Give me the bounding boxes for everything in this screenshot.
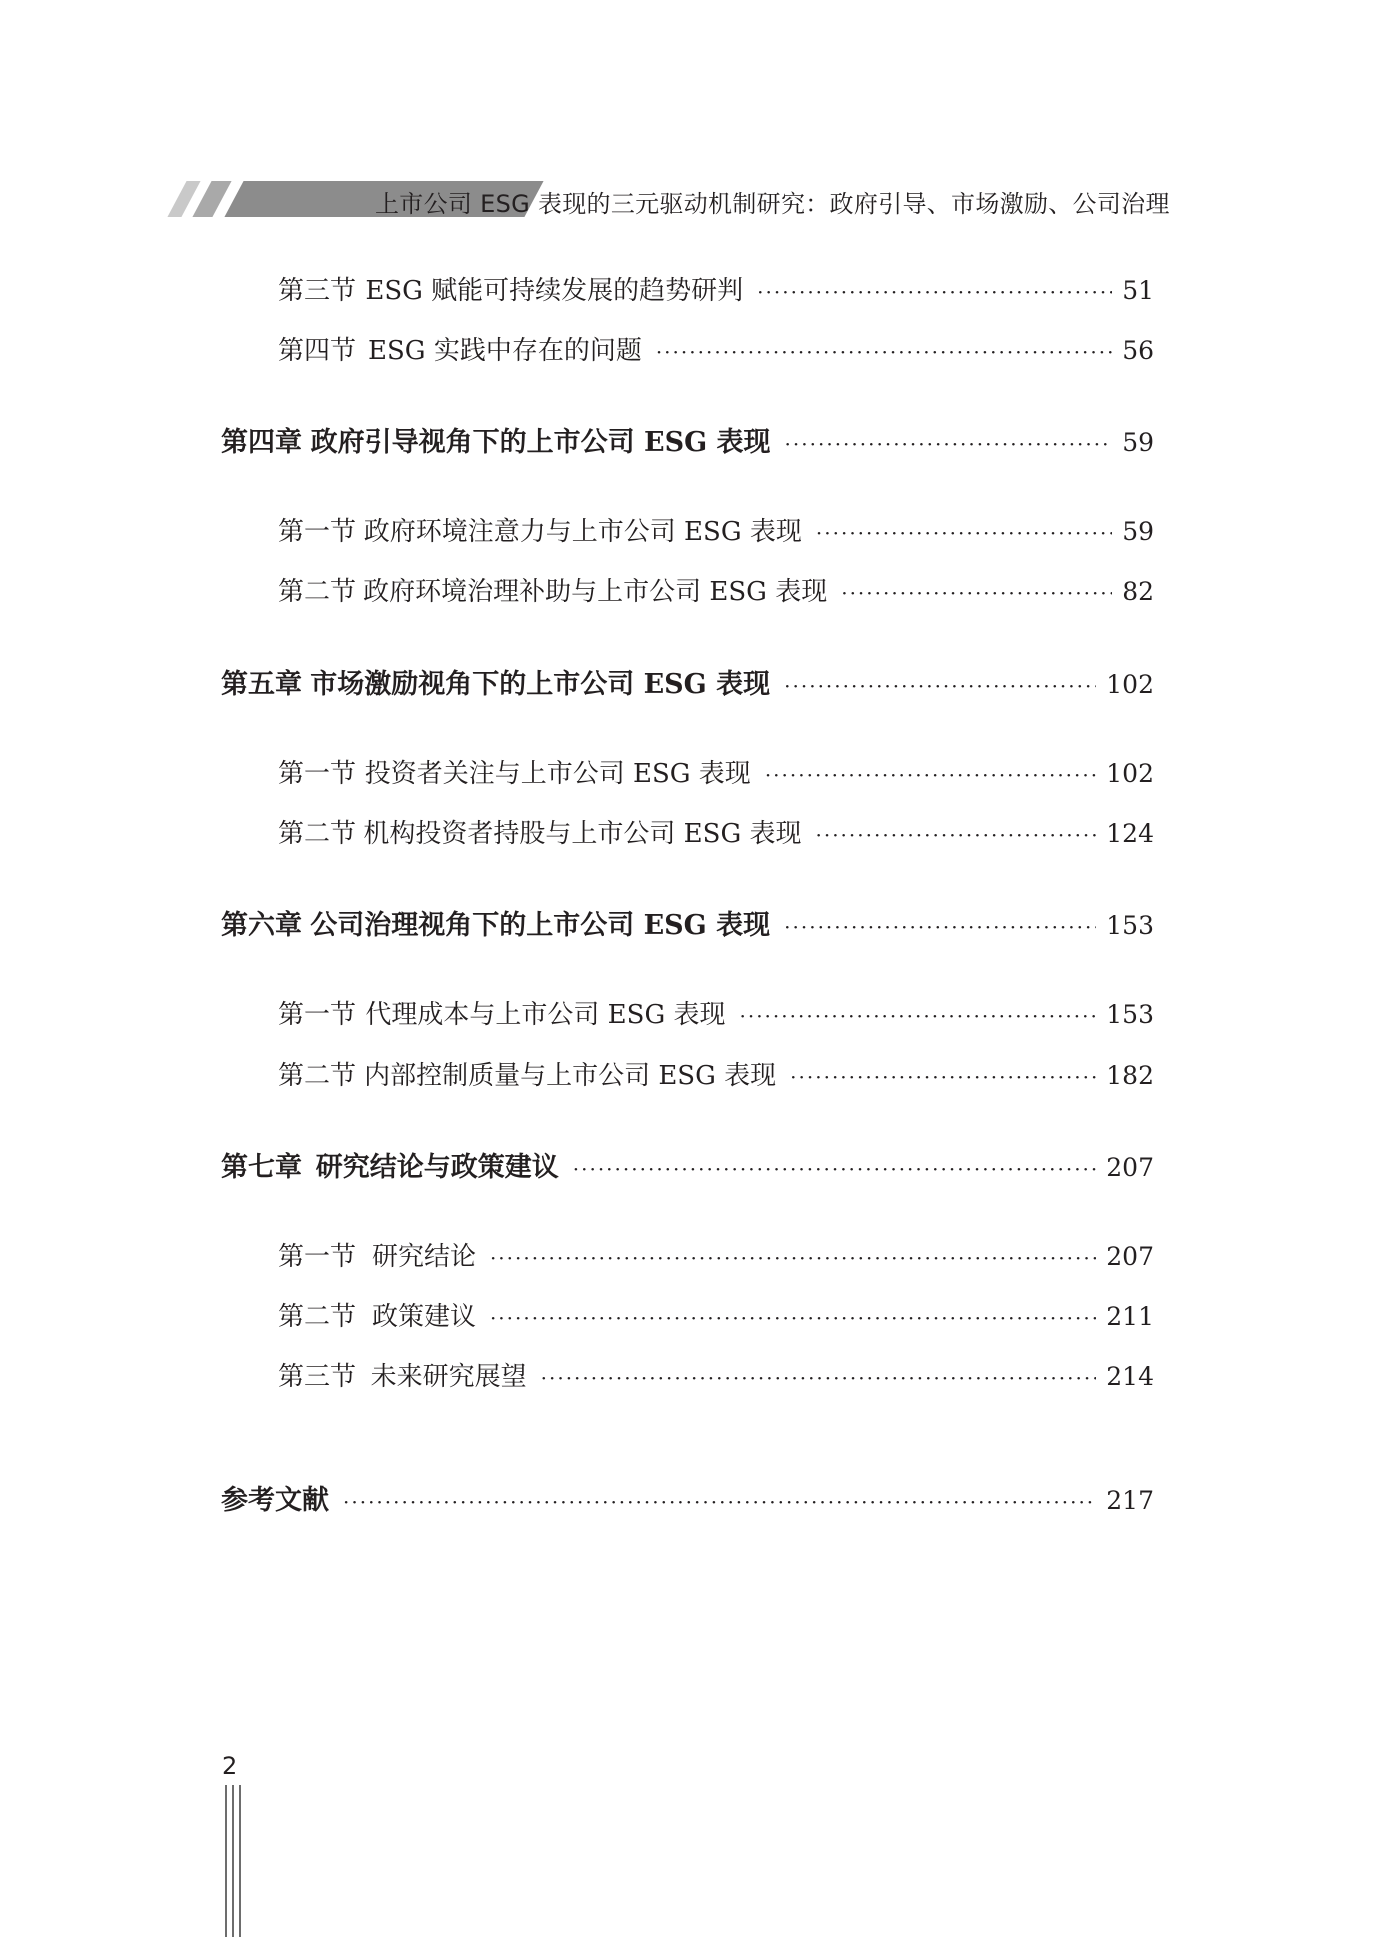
book-title: 上市公司 ESG 表现的三元驱动机制研究：政府引导、市场激励、公司治理 [375, 190, 1170, 218]
toc-section-entry[interactable] [278, 330, 1154, 370]
section-number: 第三节 [278, 1362, 357, 1392]
toc-chapter-entry[interactable] [221, 1145, 1154, 1185]
toc-section-entry[interactable] [278, 571, 1154, 611]
dot-leader [815, 823, 1096, 847]
chapter-title: 市场激励视角下的上市公司 ESG 表现 [310, 669, 771, 700]
dot-leader [816, 521, 1112, 545]
section-number: 第二节 [278, 819, 357, 849]
footer-rule [225, 1785, 227, 1937]
page-number: 124 [1106, 819, 1154, 848]
section-title: 机构投资者持股与上市公司 ESG 表现 [363, 819, 802, 849]
page-number: 214 [1106, 1362, 1154, 1391]
dot-leader [790, 1065, 1096, 1089]
toc-section-entry[interactable] [278, 1055, 1154, 1095]
page-number: 153 [1106, 1000, 1154, 1029]
toc-section-entry[interactable] [278, 511, 1154, 551]
chapter-number: 第五章 [221, 669, 302, 700]
toc-section-entry[interactable] [278, 753, 1154, 793]
chapter-number: 第七章 [221, 1152, 302, 1183]
toc-section-entry[interactable] [278, 813, 1154, 853]
page-number: 211 [1106, 1302, 1154, 1331]
toc-section-entry[interactable] [278, 1236, 1154, 1276]
chapter-number: 第四章 [221, 427, 302, 458]
page-number: 207 [1106, 1242, 1154, 1271]
references-heading: 参考文献 [221, 1485, 329, 1516]
toc-chapter-entry[interactable] [221, 903, 1154, 943]
page-number: 217 [1106, 1486, 1154, 1515]
dot-leader [784, 915, 1096, 939]
section-number: 第一节 [278, 759, 357, 789]
dot-leader [490, 1306, 1096, 1330]
toc-section-entry[interactable] [278, 994, 1154, 1034]
section-number: 第一节 [278, 1000, 357, 1030]
chapter-title: 公司治理视角下的上市公司 ESG 表现 [310, 910, 771, 941]
section-title: 代理成本与上市公司 ESG 表现 [365, 1000, 726, 1030]
section-title: 内部控制质量与上市公司 ESG 表现 [364, 1061, 777, 1091]
toc-chapter-entry[interactable] [221, 662, 1154, 702]
section-title: 投资者关注与上市公司 ESG 表现 [364, 759, 751, 789]
page-number: 82 [1122, 577, 1154, 606]
section-number: 第一节 [278, 517, 357, 547]
page-number: 182 [1106, 1061, 1154, 1090]
toc-section-entry[interactable] [278, 1356, 1154, 1396]
dot-leader [765, 763, 1096, 787]
section-number: 第一节 [278, 1242, 357, 1272]
page-number: 59 [1122, 428, 1154, 457]
page-number: 102 [1106, 670, 1154, 699]
toc-chapter-entry[interactable] [221, 420, 1154, 460]
toc-section-entry[interactable] [278, 1296, 1154, 1336]
dot-leader [490, 1246, 1096, 1270]
section-title: 政府环境治理补助与上市公司 ESG 表现 [363, 577, 828, 607]
dot-leader [841, 581, 1112, 605]
footer-rule [232, 1785, 234, 1937]
section-title: 未来研究展望 [370, 1362, 527, 1392]
page-number: 102 [1106, 759, 1154, 788]
page-number: 207 [1106, 1153, 1154, 1182]
dot-leader [784, 674, 1096, 698]
chapter-title: 政府引导视角下的上市公司 ESG 表现 [310, 427, 771, 458]
chapter-number: 第六章 [221, 910, 302, 941]
dot-leader [541, 1366, 1097, 1390]
footer-rule [239, 1785, 241, 1937]
dot-leader [757, 280, 1112, 304]
page-number: 153 [1106, 911, 1154, 940]
section-number: 第四节 [278, 336, 357, 366]
section-number: 第三节 [278, 276, 357, 306]
section-title: ESG 实践中存在的问题 [368, 336, 642, 366]
dot-leader [573, 1157, 1097, 1181]
section-title: 政策建议 [371, 1302, 476, 1332]
section-title: 研究结论 [371, 1242, 476, 1272]
toc-section-entry[interactable] [278, 270, 1154, 310]
chapter-title: 研究结论与政策建议 [315, 1152, 559, 1183]
page-number: 56 [1122, 336, 1154, 365]
page-number: 51 [1122, 276, 1154, 305]
toc-references-entry[interactable] [221, 1478, 1154, 1518]
section-title: ESG 赋能可持续发展的趋势研判 [365, 276, 744, 306]
dot-leader [785, 432, 1113, 456]
folio-page-number: 2 [222, 1752, 238, 1780]
section-number: 第二节 [278, 1061, 357, 1091]
section-number: 第二节 [278, 577, 357, 607]
page-number: 59 [1122, 517, 1154, 546]
section-title: 政府环境注意力与上市公司 ESG 表现 [363, 517, 802, 547]
dot-leader [343, 1490, 1096, 1514]
dot-leader [656, 340, 1112, 364]
dot-leader [739, 1004, 1096, 1028]
section-number: 第二节 [278, 1302, 357, 1332]
